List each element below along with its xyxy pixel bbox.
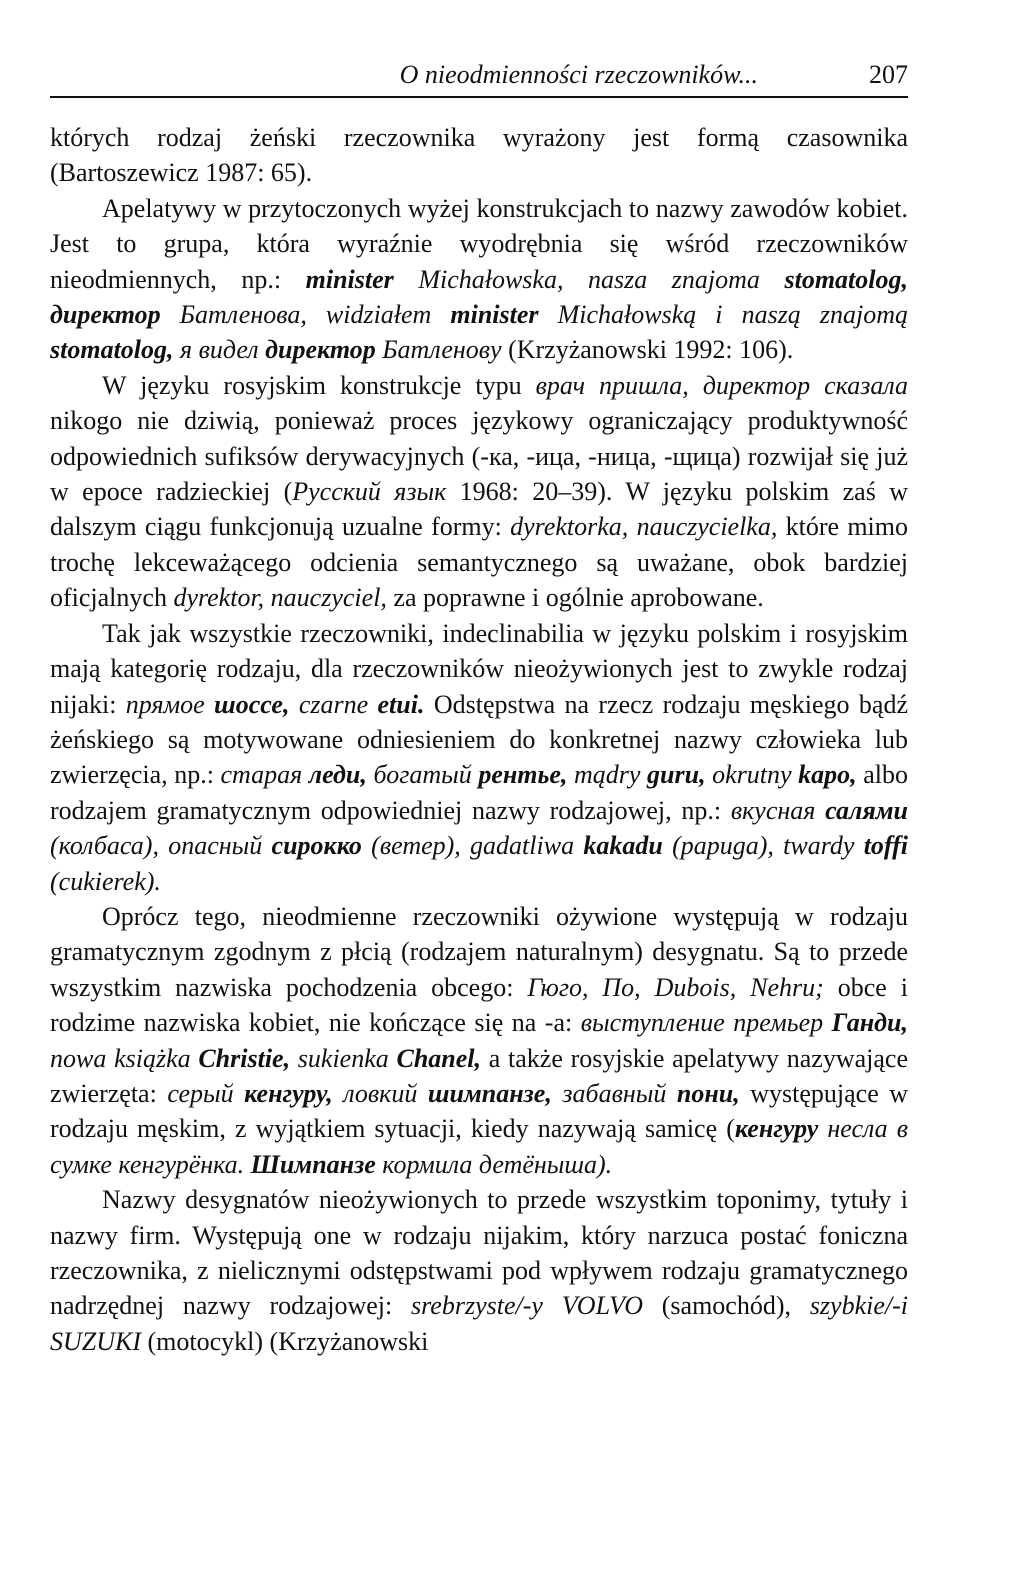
emphasis-italic: (papuga), twardy [662,831,864,861]
emphasis-italic: (ветер), gadatliwa [361,831,584,861]
text-run: które mimo trochę lekceważącego odcienia semantycznego są uważane, obok bardziej oficjalnych [50,512,908,613]
emphasis-italic: mądry [567,760,648,790]
text-run: obce i rodzime nazwiska kobiet, nie kończące się na -a: [50,972,908,1038]
paragraph [50,120,908,191]
emphasis-italic: забавный [551,1078,677,1108]
text-run: W języku rosyjskim konstrukcje typu [102,370,536,400]
paragraph [50,1182,908,1359]
emphasis-italic: sukienka [290,1043,397,1073]
emphasis-bold-italic: kakadu [583,831,663,861]
emphasis-italic: nowa książka [50,1043,199,1073]
text-run: Nazwy desygnatów nieożywionych to przede wszystkim toponimy, tytuły i nazwy firm. Występują one w rodzaju nijakim, który narzuca postać foniczna rzeczownika, z nielicznymi odstępstwami pod wpływem rodzaju gramatycznego nadrzędnej nazwy rodzajowej: [50,1185,908,1321]
emphasis-italic: Michałowską i naszą znajomą [538,300,908,330]
emphasis-italic: Батленова, widziałem [160,300,451,330]
text-run: Odstępstwa na rzecz rodzaju męskiego bądź żeńskiego są motywowane odniesieniem do konkretnej nazwy człowieka lub zwierzęcia, np.: [50,689,908,790]
emphasis-italic: szybkie/-i SUZUKI [50,1291,908,1356]
text-run: za poprawne i ogólnie aprobowane. [386,583,764,613]
emphasis-bold-italic: minister [450,300,539,330]
text-run: (samochód), [642,1291,810,1321]
emphasis-italic: вкусная [730,795,826,825]
text-run: (motocykl) (Krzyżanowski [141,1326,429,1356]
emphasis-bold-italic: кенгуру, [244,1078,333,1108]
emphasis-bold-italic: Chanel, [396,1043,482,1073]
text-run: nikogo nie dziwią, ponieważ proces językowy ograniczający produktywność odpowiednich sufiksów derywacyjnych (-ка, -ица, -ница, -щица) rozwijał się już w epoce radzieckiej ( [50,406,908,507]
emphasis-bold-italic: пони, [676,1078,740,1108]
emphasis-italic: (колбаса), опасный [50,831,272,861]
emphasis-italic: okrutny [705,760,799,790]
emphasis-italic: старая [220,760,309,790]
emphasis-bold-italic: Ганди, [831,1008,908,1038]
emphasis-bold-italic: салями [825,795,909,825]
text-run: Tak jak wszystkie rzeczowniki, indeclinabilia w języku polskim i rosyjskim mają kategorię rodzaju, dla rzeczowników nieożywionych jest to zwykle rodzaj nijaki: [50,618,908,719]
paragraph [50,191,908,368]
emphasis-bold-italic: сирокко [271,831,362,861]
emphasis-italic: выступление премьер [580,1008,832,1038]
emphasis-bold-italic: рентье, [478,760,568,790]
emphasis-italic: (cukierek). [50,866,161,896]
emphasis-italic: Michałowska, nasza znajoma [393,264,785,294]
emphasis-italic: dyrektorka, nauczycielka, [510,512,778,542]
text-run: albo rodzajem gramatycznym odpowiedniej nazwy rodzajowej, np.: [50,760,908,825]
body-text [50,120,908,1359]
emphasis-italic: врач пришла, директор сказала [535,370,908,400]
emphasis-italic: я видел [173,335,266,365]
emphasis-italic: dyrektor, nauczyciel, [173,583,387,613]
emphasis-bold-italic: леди, [308,760,367,790]
emphasis-italic: несла в сумке кенгурёнка. [50,1114,909,1179]
text-run: występujące w rodzaju męskim, z wyjątkiem sytuacji, kiedy nazywają samicę ( [50,1078,909,1144]
emphasis-italic: богатый [366,760,479,790]
emphasis-italic: ловкий [332,1078,428,1108]
emphasis-italic: Батленову [375,335,502,365]
emphasis-bold-italic: шоссе, [214,689,290,719]
emphasis-bold-italic: кенгуру [734,1114,819,1144]
text-run: 1968: 20–39). W języku polskim zaś w dalszym ciągu funkcjonują uzualne formy: [50,477,908,542]
paragraph [50,368,908,616]
paragraph [50,616,908,899]
emphasis-bold-italic: etui. [377,689,425,719]
text-run: Oprócz tego, nieodmienne rzeczowniki ożywione występują w rodzaju gramatycznym zgodnym z płcią (rodzajem naturalnym) desygnatu. Są to przede wszystkim nazwiska pochodzenia obcego: [50,901,908,1002]
text-run: których rodzaj żeński rzeczownika wyrażony jest formą czasownika (Bartoszewicz 1987: 65). [50,123,908,188]
emphasis-italic: серый [167,1078,245,1108]
emphasis-bold-italic: kapo, [798,760,857,790]
emphasis-italic: Русский язык [292,477,447,507]
emphasis-italic: czarne [289,689,378,719]
emphasis-italic: srebrzyste/-y VOLVO [411,1291,643,1321]
running-head [50,58,908,98]
text-run: Apelatywy w przytoczonych wyżej konstrukcjach to nazwy zawodów kobiet. Jest to grupa, która wyraźnie wyodrębnia się wśród rzeczowników nieodmiennych, np.: [50,193,908,294]
book-page [50,58,908,1359]
emphasis-bold-italic: шимпанзе, [427,1078,552,1108]
emphasis-bold-italic: stomatolog, директор [50,264,908,330]
emphasis-bold-italic: Шимпанзе [250,1149,376,1179]
emphasis-bold-italic: stomatolog, [50,335,174,365]
emphasis-bold-italic: toffi [863,831,908,861]
emphasis-italic: прямое [125,689,215,719]
emphasis-bold-italic: guru, [647,760,706,790]
text-run: a także rosyjskie apelatywy nazywające zwierzęta: [50,1043,908,1108]
text-run: (Krzyżanowski 1992: 106). [501,335,794,365]
emphasis-bold-italic: директор [265,335,376,365]
emphasis-bold-italic: Christie, [198,1043,291,1073]
emphasis-italic: кормила детёныша). [375,1149,613,1179]
paragraph [50,899,908,1182]
emphasis-italic: Гюго, По, Dubois, Nehru; [527,972,824,1002]
page-number: 207 [869,60,908,89]
running-title: O nieodmienności rzeczowników... [399,60,758,89]
emphasis-bold-italic: minister [305,264,394,294]
